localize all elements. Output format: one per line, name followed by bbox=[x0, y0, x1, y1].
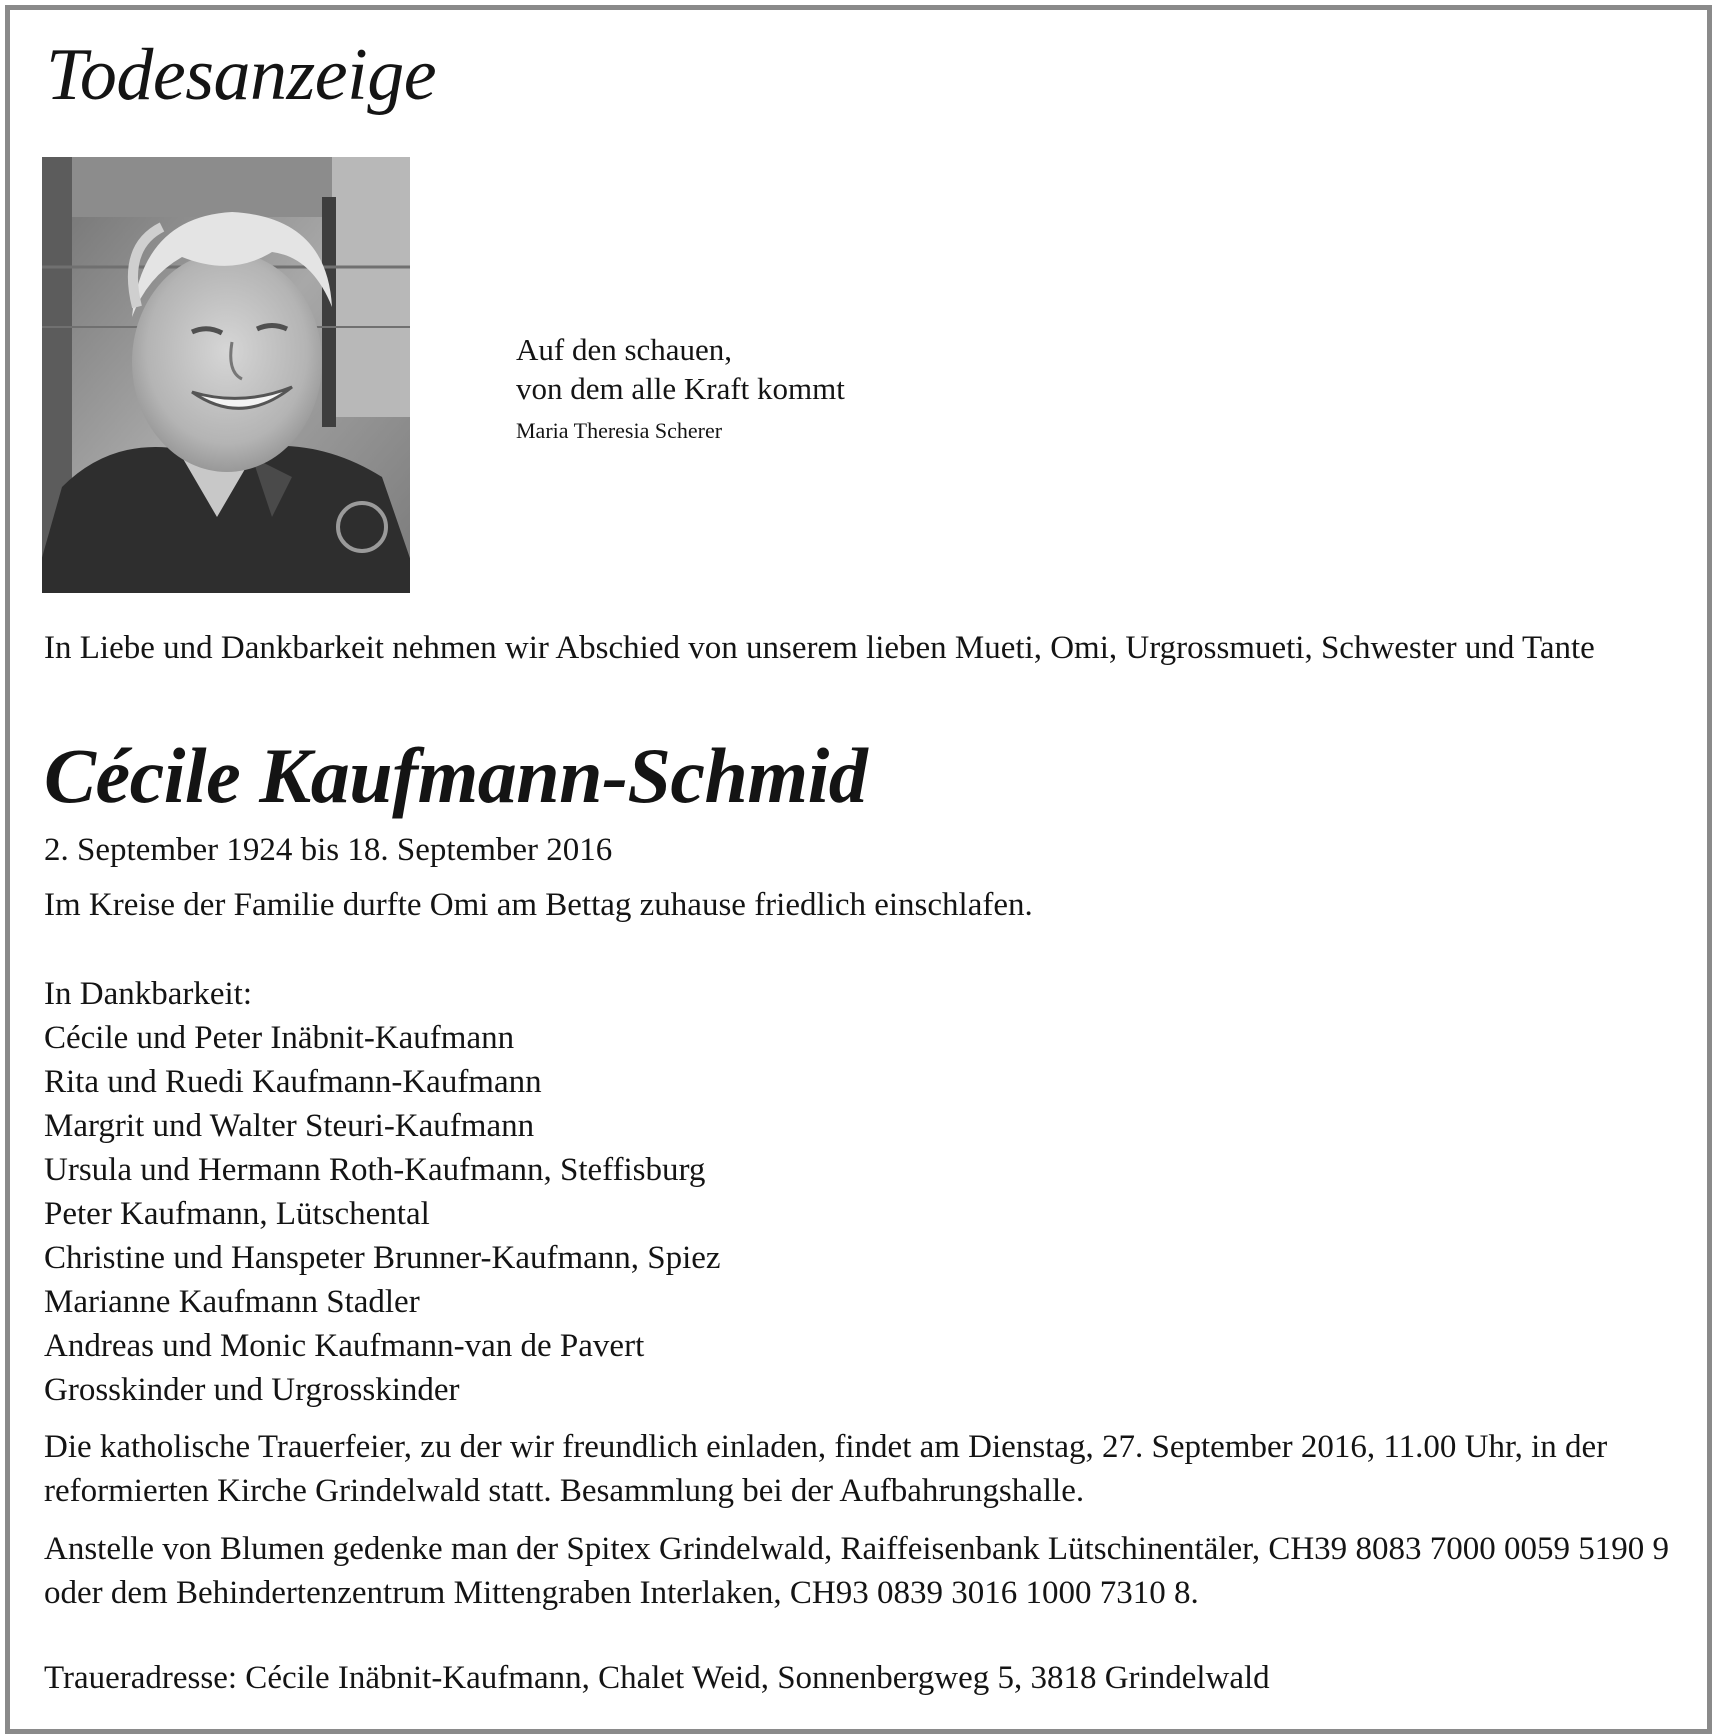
portrait-photo bbox=[42, 157, 410, 593]
mourner-entry: Margrit und Walter Steuri-Kaufmann bbox=[44, 1108, 535, 1144]
mourner-entry: Peter Kaufmann, Lütschental bbox=[44, 1196, 430, 1232]
donation-text: Anstelle von Blumen gedenke man der Spitex Grindelwald, Raiffeisenbank Lütschinentäler, CH39 8083 7000 0059 5190 9 oder dem Behindertenzentrum Mittengraben Interlaken, CH93 0839 3016 1000 7310 8. bbox=[44, 1531, 1669, 1611]
quote-line: von dem alle Kraft kommt bbox=[516, 371, 845, 406]
notice-heading: Todesanzeige bbox=[46, 34, 437, 116]
mourner-entry: Christine und Hanspeter Brunner-Kaufmann, Spiez bbox=[44, 1240, 721, 1276]
quote-author: Maria Theresia Scherer bbox=[516, 418, 723, 443]
funeral-service-text: Die katholische Trauerfeier, zu der wir freundlich einladen, findet am Dienstag, 27. September 2016, 11.00 Uhr, in der reformierten Kirche Grindelwald statt. Besammlung bei der Aufbahrungshalle. bbox=[44, 1429, 1608, 1509]
mourner-entry: Cécile und Peter Inäbnit-Kaufmann bbox=[44, 1020, 515, 1056]
mourner-entry: Andreas und Monic Kaufmann-van de Pavert bbox=[44, 1328, 645, 1364]
quote-block bbox=[516, 330, 845, 444]
intro-text: In Liebe und Dankbarkeit nehmen wir Abschied von unserem lieben Mueti, Omi, Urgrossmueti, Schwester und Tante bbox=[44, 630, 1595, 666]
passing-text: Im Kreise der Familie durfte Omi am Bettag zuhause friedlich einschlafen. bbox=[44, 887, 1033, 923]
mourner-entry: Rita und Ruedi Kaufmann-Kaufmann bbox=[44, 1064, 542, 1100]
mourning-address: Traueradresse: Cécile Inäbnit-Kaufmann, Chalet Weid, Sonnenbergweg 5, 3818 Grindelwald bbox=[44, 1660, 1270, 1696]
life-dates: 2. September 1924 bis 18. September 2016 bbox=[44, 832, 613, 868]
quote-line: Auf den schauen, bbox=[516, 332, 733, 367]
mourner-entry: Marianne Kaufmann Stadler bbox=[44, 1284, 420, 1320]
mourner-entry: Grosskinder und Urgrosskinder bbox=[44, 1372, 460, 1408]
mourners-list bbox=[44, 972, 721, 1412]
thanks-heading: In Dankbarkeit: bbox=[44, 976, 253, 1012]
deceased-name: Cécile Kaufmann-Schmid bbox=[44, 732, 868, 819]
mourner-entry: Ursula und Hermann Roth-Kaufmann, Steffisburg bbox=[44, 1152, 706, 1188]
